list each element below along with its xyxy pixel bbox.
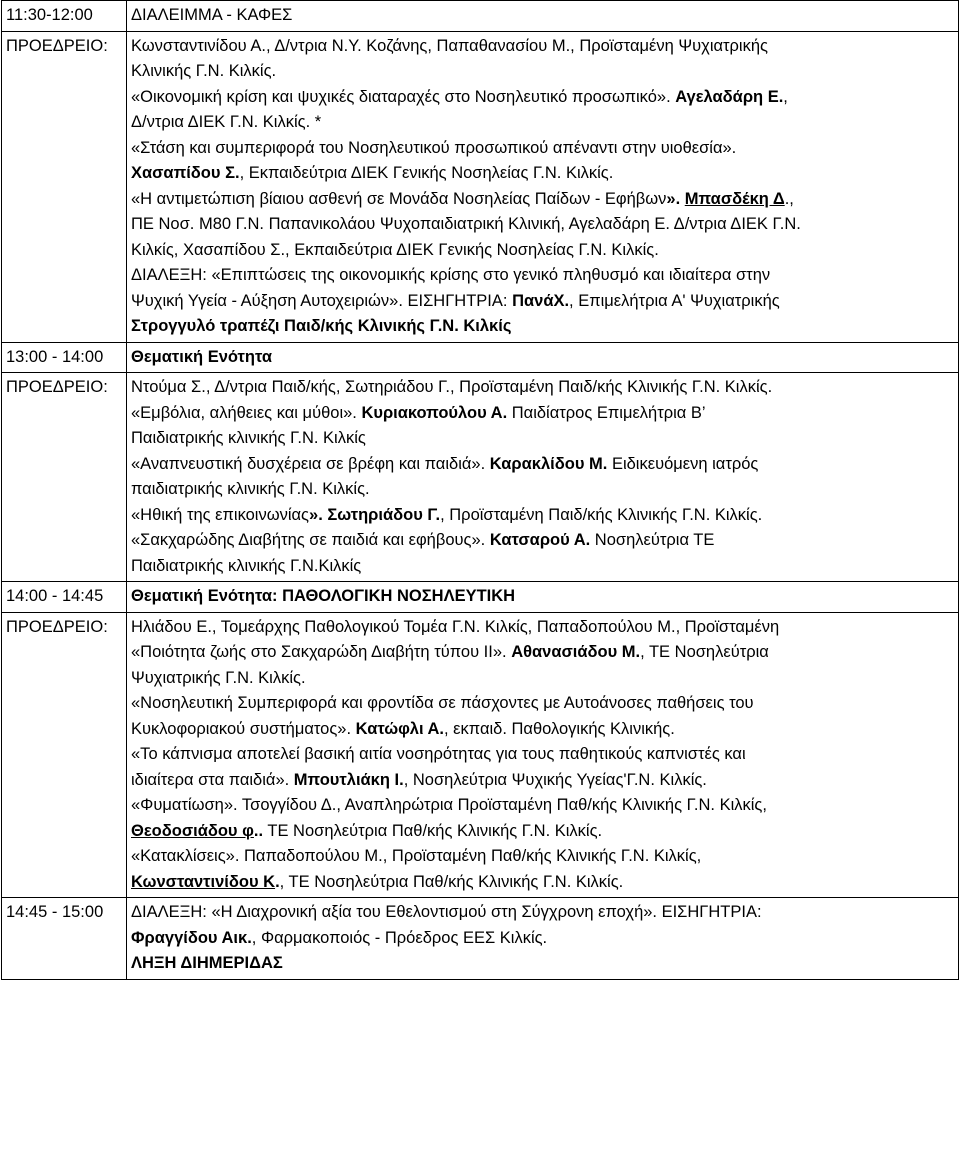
text-segment: Δ/ντρια ΔΙΕΚ Γ.Ν. Κιλκίς. * — [131, 113, 322, 131]
content-line — [131, 819, 954, 845]
schedule-time-cell: ΠΡΟΕΔΡΕΙΟ: — [2, 31, 127, 342]
bold-text: Κατώφλι Α. — [355, 719, 445, 738]
schedule-content-cell — [127, 1, 959, 32]
schedule-content-cell — [127, 31, 959, 342]
schedule-row — [2, 612, 959, 898]
schedule-row — [2, 342, 959, 373]
content-line — [131, 345, 954, 371]
content-line — [131, 870, 954, 896]
content-line — [131, 926, 954, 952]
content-line — [131, 136, 954, 162]
text-segment: «Στάση και συμπεριφορά του Νοσηλευτικού προσωπικού απέναντι στην υιοθεσία». — [131, 138, 737, 157]
schedule-time-cell: ΠΡΟΕΔΡΕΙΟ: — [2, 612, 127, 898]
text-segment: Παιδιατρικής κλινικής Γ.Ν.Κιλκίς — [131, 556, 362, 575]
content-line — [131, 238, 954, 264]
content-line — [131, 289, 954, 315]
schedule-row — [2, 582, 959, 613]
text-segment: , Φαρμακοποιός - Πρόεδρος ΕΕΣ Κιλκίς. — [251, 928, 548, 947]
text-segment: , Νοσηλεύτρια Ψυχικής Υγείας'Γ.Ν. Κιλκίς. — [403, 770, 707, 789]
text-segment: «Αναπνευστική δυσχέρεια σε βρέφη και παιδιά». — [131, 454, 490, 473]
content-line — [131, 314, 954, 340]
content-line — [131, 584, 954, 610]
text-segment: ΔΙΑΛΕΞΗ: «Επιπτώσεις της οικονομικής κρίσης στο γενικό πληθυσμό και ιδιαίτερα στην — [131, 266, 771, 284]
content-line — [131, 554, 954, 580]
content-line — [131, 691, 954, 717]
text-segment: Νοσηλεύτρια ΤΕ — [590, 531, 715, 549]
bold-text: Χασαπίδου Σ. — [131, 164, 240, 182]
text-segment: «Εμβόλια, αλήθειες και μύθοι». — [131, 403, 362, 422]
bold-text: Θεοδοσιάδου φ — [131, 821, 254, 840]
text-segment: «Οικονομική κρίση και ψυχικές διαταραχές στο Νοσηλευτικό προσωπικό». — [131, 87, 676, 106]
text-segment: «Φυματίωση». Τσογγίδου Δ., Αναπληρώτρια Προϊσταμένη Παθ/κής Κλινικής Γ.Ν. Κιλκίς, — [131, 796, 767, 814]
bold-text: Κατσαρού Α. — [489, 531, 591, 549]
text-segment: Κλινικής Γ.Ν. Κιλκίς. — [131, 62, 277, 80]
bold-text: ΠανάΧ. — [512, 291, 570, 310]
content-line — [131, 666, 954, 692]
text-segment: , ΤΕ Νοσηλεύτρια — [640, 643, 769, 661]
text-segment: παιδιατρικής κλινικής Γ.Ν. Κιλκίς. — [131, 480, 370, 498]
schedule-content-cell — [127, 898, 959, 980]
bold-text: Αθανασιάδου Μ. — [511, 643, 641, 661]
content-line — [131, 187, 954, 213]
text-segment: ΔΙΑΛΕΞΗ: «Η Διαχρονική αξία του Εθελοντισμού στη Σύγχρονη εποχή». ΕΙΣΗΓΗΤΡΙΑ: — [131, 903, 762, 921]
bold-text: Φραγγίδου Αικ. — [131, 928, 252, 947]
bold-text: Καρακλίδου Μ. — [489, 454, 608, 473]
bold-text: Θεματική Ενότητα: ΠΑΘΟΛΟΓΙΚΗ ΝΟΣΗΛΕΥΤΙΚΗ — [131, 587, 516, 605]
text-segment: ΠΕ Νοσ. Μ80 Γ.Ν. Παπανικολάου Ψυχοπαιδιατρική Κλινική, Αγελαδάρη Ε. Δ/ντρια ΔΙΕΚ Γ.Ν. — [131, 215, 801, 233]
text-segment: ., — [784, 189, 794, 208]
text-segment: «Η αντιμετώπιση βίαιου ασθενή σε Μονάδα Νοσηλείας Παίδων - Εφήβων — [131, 189, 667, 208]
schedule-body — [2, 1, 959, 980]
content-line — [131, 161, 954, 187]
schedule-row — [2, 373, 959, 582]
text-segment: «Το κάπνισμα αποτελεί βασική αιτία νοσηρότητας για τους παθητικούς καπνιστές και — [131, 745, 746, 763]
content-line — [131, 528, 954, 554]
text-segment: Ψυχική Υγεία - Αύξηση Αυτοχειριών». ΕΙΣΗΓΗΤΡΙΑ: — [131, 291, 513, 310]
content-line — [131, 793, 954, 819]
content-line — [131, 452, 954, 478]
content-line — [131, 85, 954, 111]
content-line — [131, 263, 954, 289]
content-line — [131, 401, 954, 427]
content-line — [131, 768, 954, 794]
text-segment: , Επιμελήτρια Α' Ψυχιατρικής — [569, 291, 780, 310]
text-segment: Κωνσταντινίδου Α., Δ/ντρια Ν.Υ. Κοζάνης, Παπαθανασίου Μ., Προϊσταμένη Ψυχιατρικής — [131, 36, 768, 55]
text-segment: «Ποιότητα ζωής στο Σακχαρώδη Διαβήτη τύπου ΙΙ». — [131, 643, 512, 661]
text-segment: , Εκπαιδεύτρια ΔΙΕΚ Γενικής Νοσηλείας Γ.Ν. Κιλκίς. — [239, 164, 614, 182]
bold-text: ». — [666, 189, 685, 208]
content-line — [131, 900, 954, 926]
bold-text: Κυριακοπούλου Α. — [361, 403, 508, 422]
content-line — [131, 426, 954, 452]
content-line — [131, 3, 954, 29]
text-segment: «Κατακλίσεις». Παπαδοπούλου Μ., Προϊσταμένη Παθ/κής Κλινικής Γ.Ν. Κιλκίς, — [131, 847, 702, 865]
content-line — [131, 34, 954, 60]
text-segment: Παιδίατρος Επιμελήτρια Β’ — [507, 403, 706, 422]
content-line — [131, 717, 954, 743]
bold-text: ». Σωτηριάδου Γ. — [309, 505, 441, 524]
schedule-table — [1, 0, 959, 980]
bold-text: Μπασδέκη Δ — [684, 189, 785, 208]
text-segment: , εκπαιδ. Παθολογικής Κλινικής. — [444, 719, 675, 738]
bold-text: .. — [253, 821, 264, 840]
text-segment: ιδιαίτερα στα παιδιά». — [131, 770, 294, 789]
schedule-row — [2, 1, 959, 32]
schedule-content-cell — [127, 612, 959, 898]
text-segment: Ηλιάδου Ε., Τομεάρχης Παθολογικού Τομέα Γ.Ν. Κιλκίς, Παπαδοπούλου Μ., Προϊσταμένη — [131, 617, 780, 636]
text-segment: , ΤΕ Νοσηλεύτρια Παθ/κής Κλινικής Γ.Ν. Κιλκίς. — [279, 872, 624, 891]
content-line — [131, 615, 954, 641]
text-segment: Κυκλοφοριακού συστήματος». — [131, 719, 356, 738]
text-segment: Ψυχιατρικής Γ.Ν. Κιλκίς. — [131, 668, 306, 687]
content-line — [131, 212, 954, 238]
schedule-time-cell: 14:00 - 14:45 — [2, 582, 127, 613]
schedule-time-cell: 13:00 - 14:00 — [2, 342, 127, 373]
schedule-time-cell: ΠΡΟΕΔΡΕΙΟ: — [2, 373, 127, 582]
content-line — [131, 477, 954, 503]
schedule-content-cell — [127, 373, 959, 582]
content-line — [131, 951, 954, 977]
schedule-time-cell: 14:45 - 15:00 — [2, 898, 127, 980]
schedule-row — [2, 898, 959, 980]
text-segment: Κιλκίς, Χασαπίδου Σ., Εκπαιδεύτρια ΔΙΕΚ Γενικής Νοσηλείας Γ.Ν. Κιλκίς. — [131, 240, 659, 259]
content-line — [131, 503, 954, 529]
content-line — [131, 742, 954, 768]
text-segment: Ντούμα Σ., Δ/ντρια Παιδ/κής, Σωτηριάδου Γ., Προϊσταμένη Παιδ/κής Κλινικής Γ.Ν. Κιλκίς. — [131, 378, 773, 396]
content-line — [131, 844, 954, 870]
text-segment: «Νοσηλευτική Συμπεριφορά και φροντίδα σε πάσχοντες με Αυτοάνοσες παθήσεις του — [131, 694, 754, 712]
content-line — [131, 59, 954, 85]
content-line — [131, 110, 954, 136]
schedule-content-cell — [127, 342, 959, 373]
bold-text: Μπουτλιάκη Ι. — [293, 770, 404, 789]
text-segment: Παιδιατρικής κλινικής Γ.Ν. Κιλκίς — [131, 429, 366, 447]
text-segment: , — [783, 87, 788, 106]
bold-text: Στρογγυλό τραπέζι Παιδ/κής Κλινικής Γ.Ν. Κιλκίς — [131, 317, 512, 335]
text-segment: , Προϊσταμένη Παιδ/κής Κλινικής Γ.Ν. Κιλκίς. — [440, 505, 763, 524]
bold-text: Αγελαδάρη Ε. — [675, 87, 784, 106]
bold-text: ΛΗΞΗ ΔΙΗΜΕΡΙΔΑΣ — [131, 954, 283, 972]
text-segment: Ειδικευόμενη ιατρός — [607, 454, 759, 473]
bold-text: Θεματική Ενότητα — [131, 347, 273, 366]
schedule-row — [2, 31, 959, 342]
text-segment: ΤΕ Νοσηλεύτρια Παθ/κής Κλινικής Γ.Ν. Κιλκίς. — [263, 821, 603, 840]
content-line — [131, 640, 954, 666]
text-segment: «Σακχαρώδης Διαβήτης σε παιδιά και εφήβους». — [131, 531, 490, 549]
schedule-content-cell — [127, 582, 959, 613]
content-line — [131, 375, 954, 401]
bold-text: Κωνσταντινίδου Κ — [131, 872, 276, 891]
text-segment: ΔΙΑΛΕΙΜΜΑ - ΚΑΦΕΣ — [131, 6, 293, 24]
bold-text: . — [275, 872, 280, 891]
schedule-time-cell: 11:30-12:00 — [2, 1, 127, 32]
text-segment: «Ηθική της επικοινωνίας — [131, 505, 310, 524]
